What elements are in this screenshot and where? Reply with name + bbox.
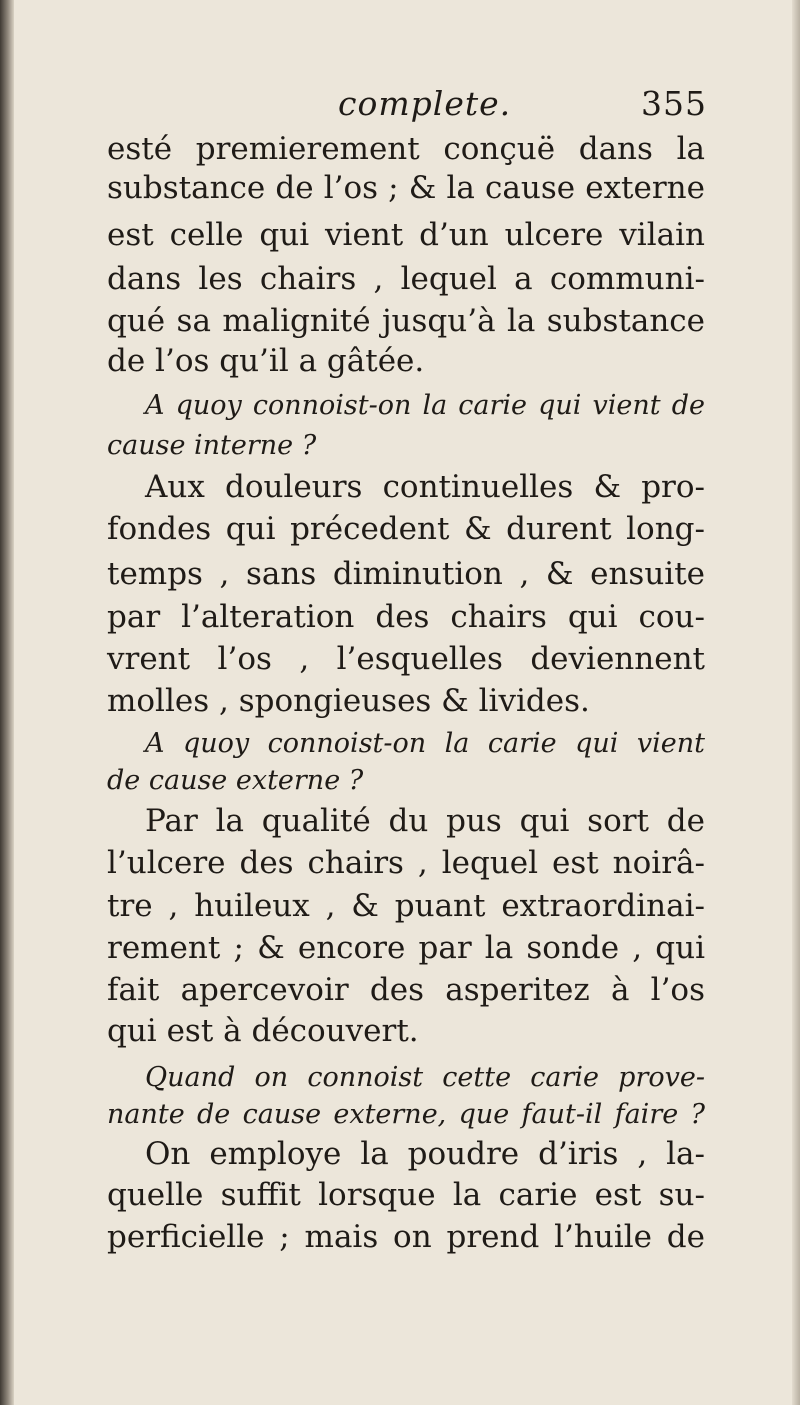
text-line: l’ulcere des chairs , lequel est noirâ- bbox=[107, 845, 705, 881]
text-line: tre , huileux , & puant extraordinai- bbox=[107, 888, 705, 924]
text-line: qué sa malignité jusqu’à la substance bbox=[107, 303, 705, 339]
question-line: Quand on connoist cette carie prove- bbox=[145, 1062, 705, 1093]
text-line: est celle qui vient d’un ulcere vilain bbox=[107, 217, 705, 253]
running-header: complete. bbox=[338, 84, 512, 123]
text-line: fait apercevoir des asperitez à l’os bbox=[107, 972, 705, 1008]
text-line: de l’os qu’il a gâtée. bbox=[107, 343, 425, 379]
question-line: nante de cause externe, que faut-il faire ? bbox=[107, 1099, 705, 1130]
page-number: 355 bbox=[641, 84, 707, 123]
text-line: rement ; & encore par la sonde , qui bbox=[107, 930, 705, 966]
text-line: dans les chairs , lequel a communi- bbox=[107, 261, 705, 297]
question-line: A quoy connoist-on la carie qui vient de bbox=[145, 390, 705, 421]
text-line: Aux douleurs continuelles & pro- bbox=[145, 469, 705, 505]
question-line: cause interne ? bbox=[107, 430, 317, 461]
text-line: par l’alteration des chairs qui cou- bbox=[107, 599, 705, 635]
text-line: perficielle ; mais on prend l’huile de bbox=[107, 1219, 705, 1255]
question-line: de cause externe ? bbox=[107, 765, 364, 796]
text-line: molles , spongieuses & livides. bbox=[107, 683, 590, 719]
text-line: vrent l’os , l’esquelles deviennent bbox=[107, 641, 705, 677]
text-line: qui est à découvert. bbox=[107, 1013, 419, 1049]
text-line: temps , sans diminution , & ensuite bbox=[107, 556, 705, 592]
text-line: quelle suffit lorsque la carie est su- bbox=[107, 1177, 705, 1213]
text-line: Par la qualité du pus qui sort de bbox=[145, 803, 705, 839]
page-edge bbox=[792, 0, 800, 1405]
text-line: esté premierement conçuë dans la bbox=[107, 131, 705, 167]
text-line: substance de l’os ; & la cause externe bbox=[107, 170, 705, 206]
text-line: On employe la poudre d’iris , la- bbox=[145, 1136, 705, 1172]
text-line: fondes qui précedent & durent long- bbox=[107, 511, 705, 547]
question-line: A quoy connoist-on la carie qui vient bbox=[145, 728, 705, 759]
binding-edge bbox=[0, 0, 14, 1405]
